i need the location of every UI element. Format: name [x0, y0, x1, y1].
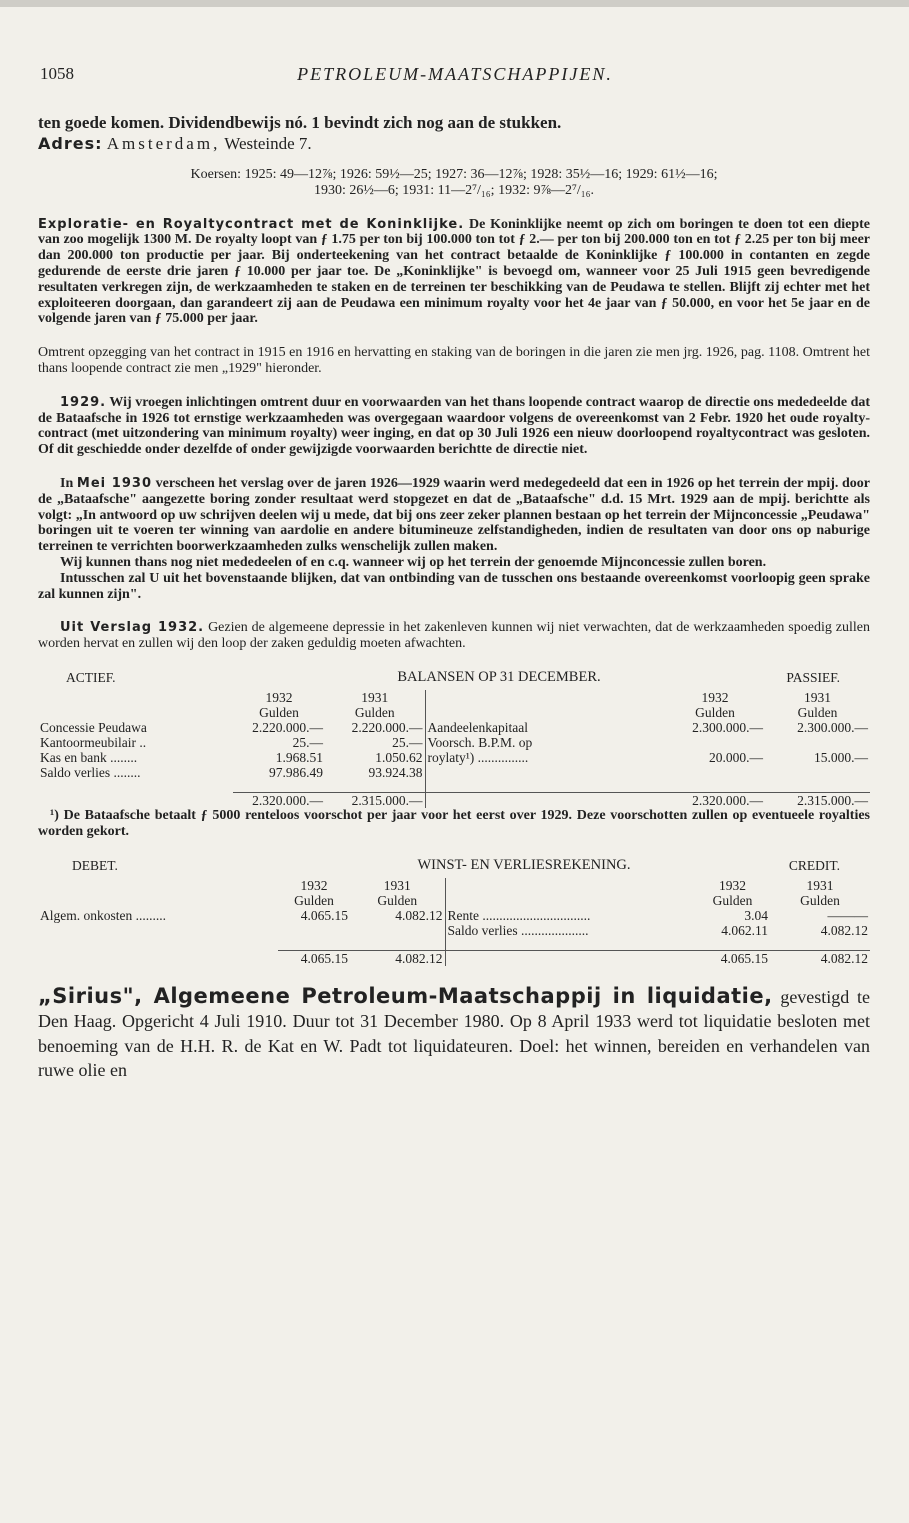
balance-year-b-right: 1931: [804, 689, 831, 705]
page-header: [40, 64, 870, 92]
balance-sheet-table: [38, 670, 870, 808]
balance-total-passief-a: 2.320.000.—: [665, 792, 765, 808]
balance-actief-title: ACTIEF.: [66, 669, 116, 685]
sirius-text: gevestigd te Den Haag. Opgericht 4 Juli 1910. Duur tot 31 December 1980. Op 8 April 1933 werd tot liquidatie besloten met benoeming van de H.H. R. de Kat en W. Padt tot liquidateuren. Doel: het winnen, bereiden en verhandelen van ruwe olie en: [38, 986, 871, 1081]
balance-total-passief-b: 2.315.000.—: [765, 792, 870, 808]
verslag-1932-text: Gezien de algemeene depressie in het zakenleven kunnen wij niet verwachten, dat de werkzaamheden spoedig zullen worden hervat en zullen wij den loop der zaken geduldig moeten afwachten.: [38, 620, 870, 652]
label-mei-1930: Mei 1930: [76, 475, 152, 491]
profit-loss-table: [38, 858, 870, 966]
intro-line: ten goede komen. Dividendbewijs nó. 1 bevindt zich nog aan de stukken.: [38, 113, 562, 132]
balance-passief-title: PASSIEF.: [786, 669, 840, 685]
running-title: PETROLEUM-MAATSCHAPPIJEN.: [297, 64, 613, 84]
page-body: [38, 112, 870, 1083]
balance-unit-a-right: Gulden: [695, 704, 735, 720]
balance-unit-row: [38, 705, 870, 720]
koersen-line-2: 1930: 26½—6; 1931: 11—2⁷/₁₆; 1932: 9⅞—2⁷/₁₆.: [314, 182, 594, 198]
label-1929: 1929.: [60, 394, 107, 410]
balance-footnote: ¹) De Bataafsche betaalt ƒ 5000 renteloos voorschot per jaar voor het eerst over 1929. Deze voorschotten zullen op eventueele royalties worden gekort.: [38, 807, 870, 839]
page-number: 1058: [40, 64, 74, 83]
balance-unit-a: Gulden: [259, 704, 299, 720]
profit-loss-title-row: [38, 858, 870, 873]
table-row: Saldo verlies ........ 97.986.49 93.924.38: [38, 765, 870, 780]
balance-total-actief-b: 2.315.000.—: [325, 792, 425, 808]
exploratie-text: De Koninklijke neemt op zich om boringen te doen tot een diepte van zoo mogelijk 1300 M. De royalty loopt van ƒ 1.75 per ton bij 100.000 ton tot ƒ 2.— per ton bij 200.000 ton en tot ƒ 2.25 per ton bij meer dan 200.000 ton productie per jaar. Bij onderteekening van het contract betaalde de Koninklijke ƒ 100.000 in contanten en zegde gedurende de eerste drie jaren ƒ 10.000 per jaar toe. De „Koninklijke" is bevoegd om, wanneer voor 25 Juli 1915 geen bevredigende resultaten verkregen zijn, de werkzaamheden te staken en de terreinen ter beschikking van de Peudawa te stellen. Blijft zij echter met het exploiteeren doorgaan, dan garandeert zij aan de Peudawa een minimum royalty voor het 4e jaar van ƒ 50.000, en voor het 5e jaar en de volgende jaren van ƒ 75.000 per jaar.: [38, 216, 871, 327]
sirius-paragraph: [38, 984, 870, 1083]
balance-title-row: [38, 670, 870, 685]
verslag-1932-paragraph: [38, 620, 870, 652]
balance-unit-b: Gulden: [354, 704, 395, 720]
adres-street: Westeinde 7.: [224, 134, 312, 153]
balance-unit-b-right: Gulden: [797, 704, 838, 720]
exploratie-label: Exploratie- en Royaltycontract met de Koninklijke.: [38, 216, 465, 232]
paragraph-mei-1930: [38, 476, 870, 555]
paragraph-mei-1930-c: Intusschen zal U uit het bovenstaande blijken, dat van ontbinding van de tusschen ons bestaande overeenkomst voorloopig geen sprake zal kunnen zijn".: [38, 570, 870, 602]
text-1929: Wij vroegen inlichtingen omtrent duur en voorwaarden van het thans loopende contract waarop de directie ons mededeelde dat de Bataafsche in 1926 tot ernstige werkzaamheden was overgegaan waardoor volgens de overeenkomst van 2 Febr. 1920 het oude royalty-contract (met uitzondering van minimum royalty) weer inging, en dat op 30 Juli 1926 een nieuw doorloopend royaltycontract was gesloten. Of dit geschiedde onder dezelfde of onder gewijzigde voorwaarden berichtte de directie niet.: [38, 394, 871, 458]
sirius-title: „Sirius", Algemeene Petroleum-Maatschappij in liquidatie,: [38, 983, 773, 1008]
profit-loss-title: WINST- EN VERLIESREKENING.: [417, 856, 631, 873]
table-row: Saldo verlies .................... 4.062.11 4.082.12: [38, 923, 870, 938]
profit-loss-total-row: 4.065.15 4.082.12 4.065.15 4.082.12: [38, 950, 870, 966]
exploratie-paragraph: [38, 217, 870, 328]
omtrent-paragraph: Omtrent opzegging van het contract in 1915 en 1916 en hervatting en staking van de boringen in die jaren zie men jrg. 1926, pag. 1108. Omtrent het thans loopende contract zie men „1929" hieronder.: [38, 345, 870, 376]
text-mei-1930: verscheen het verslag over de jaren 1926—1929 waarin werd medegedeeld dat een in 1926 op het terrein der mpij. door de „Bataafsche" aangezette boring zonder resultaat werd stopgezet en dat de „Bataafsche" d.d. 15 Mrt. 1929 aan de mpij. berichtte als volgt: „In antwoord op uw schrijven deelen wij u mede, dat bij ons zeer zeker plannen bestaan op het terrein der Mijnconcessie „Peudawa" boringen uit te voeren ter winning van aardolie en andere bitumineuze zelfstandigheden, indien de resultaten van door ons op naburige terreinen te verrichten boorwerkzaamheden zulks wenschelijk zullen maken.: [38, 475, 871, 555]
balance-year-a-right: 1932: [701, 689, 729, 705]
balance-year-b: 1931: [361, 689, 389, 705]
adres-label: Adres:: [38, 134, 103, 153]
pre-mei-1930: In: [60, 475, 74, 491]
profit-loss-year-row: 1932 1931 1932 1931: [300, 877, 834, 893]
paragraph-1929: [38, 395, 870, 458]
balance-total-actief-a: 2.320.000.—: [233, 792, 325, 808]
paragraph-mei-1930-b: Wij kunnen thans nog niet mededeelen of en c.q. wanneer wij op het terrein der genoemde Mijnconcessie zullen boren.: [60, 554, 767, 570]
table-row: Concessie Peudawa 2.220.000.— 2.220.000.— Aandeelenkapitaal 2.300.000.— 2.300.000.—: [40, 719, 868, 735]
adres-line: [38, 133, 870, 154]
verslag-1932-label: Uit Verslag 1932.: [60, 620, 205, 636]
table-row: Kas en bank ........ 1.968.51 1.050.62 roylaty¹) ............... 20.000.— 15.000.—: [40, 749, 868, 765]
table-row: Algem. onkosten ......... 4.065.15 4.082.12 Rente ................................ 3.04 ———: [40, 907, 868, 923]
adres-city: Amsterdam,: [106, 134, 221, 153]
profit-loss-debet-title: DEBET.: [72, 857, 118, 873]
balance-title: BALANSEN OP 31 DECEMBER.: [397, 668, 601, 685]
profit-loss-unit-row: Gulden Gulden Gulden Gulden: [294, 892, 840, 908]
koersen-line-1: Koersen: 1925: 49—12⅞; 1926: 59½—25; 1927: 36—12⅞; 1928: 35½—16; 1929: 61½—16;: [190, 167, 718, 182]
scan-top-edge: [0, 0, 909, 7]
profit-loss-credit-title: CREDIT.: [788, 857, 840, 873]
balance-year-row: [38, 690, 870, 705]
table-row: Kantoormeubilair .. 25.— 25.— Voorsch. B.P.M. op: [38, 735, 870, 750]
balance-total-row: [38, 792, 870, 808]
balance-year-a: 1932: [265, 689, 293, 705]
